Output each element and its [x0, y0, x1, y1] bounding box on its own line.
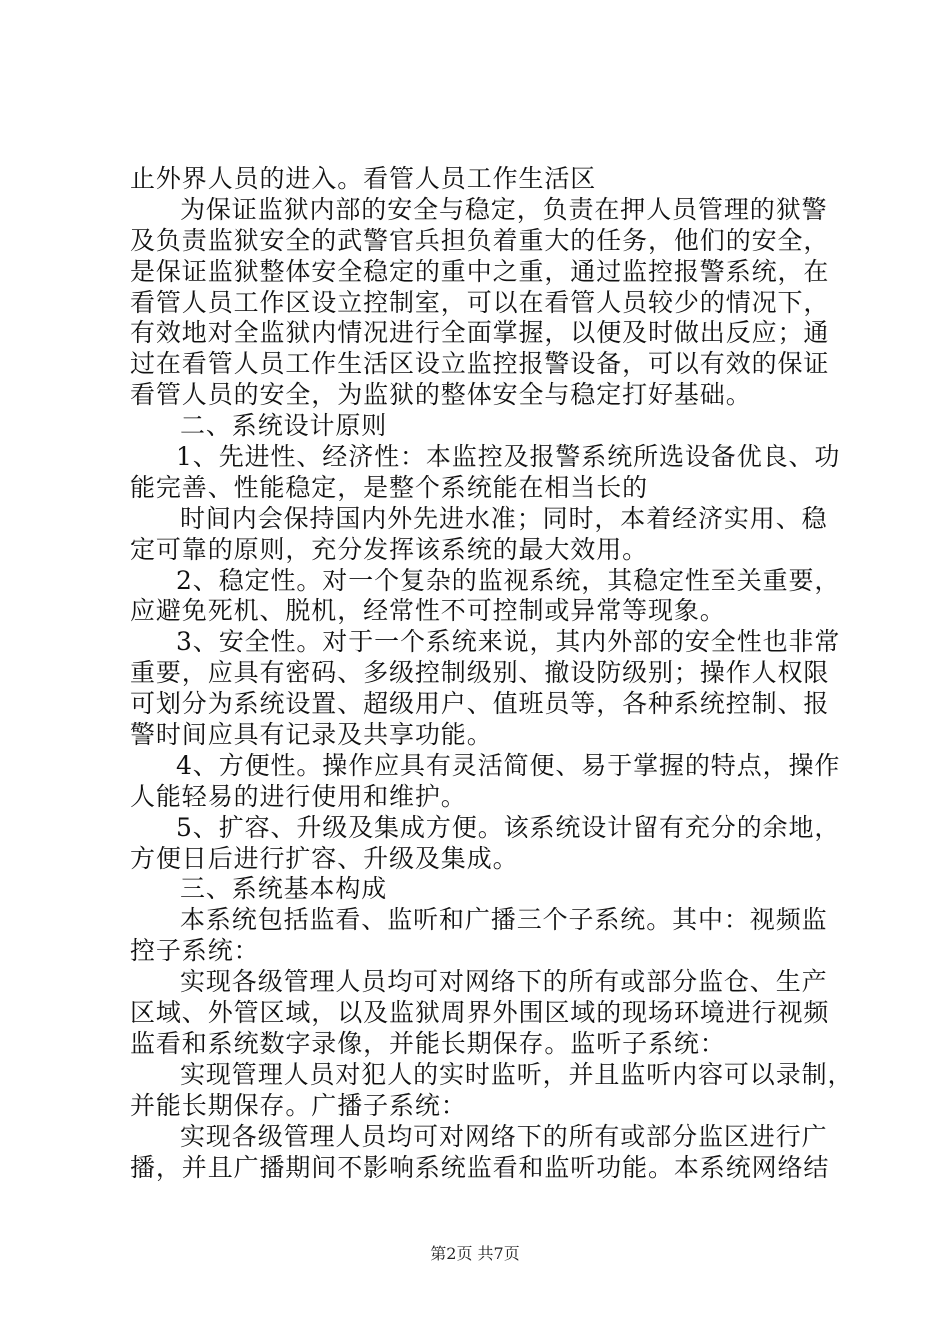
text-line: 监看和系统数字录像，并能长期保存。监听子系统： [130, 1028, 726, 1058]
text-line: 2、稳定性。对一个复杂的监视系统，其稳定性至关重要， [176, 565, 841, 595]
text-line: 有效地对全监狱内情况进行全面掌握，以便及时做出反应；通 [130, 318, 830, 348]
text-line: 时间内会保持国内外先进水准；同时，本着经济实用、稳 [180, 503, 828, 533]
text-line: 看管人员工作区设立控制室，可以在看管人员较少的情况下， [130, 287, 830, 317]
text-line: 方便日后进行扩容、升级及集成。 [130, 843, 519, 873]
page-number: 第2页 共7页 [430, 1244, 520, 1263]
text-line: 控子系统： [130, 936, 260, 966]
section-heading: 二、系统设计原则 [180, 411, 388, 441]
text-line: 能完善、性能稳定，是整个系统能在相当长的 [130, 472, 649, 502]
text-line: 3、安全性。对于一个系统来说，其内外部的安全性也非常 [176, 627, 841, 657]
text-line: 区域、外管区域，以及监狱周界外围区域的现场环境进行视频 [130, 998, 830, 1028]
text-line: 本系统包括监看、监听和广播三个子系统。其中：视频监 [180, 905, 828, 935]
text-line: 及负责监狱安全的武警官兵担负着重大的任务，他们的安全， [130, 225, 830, 255]
section-heading: 三、系统基本构成 [180, 874, 388, 904]
text-line: 警时间应具有记录及共享功能。 [130, 720, 493, 750]
text-line: 过在看管人员工作生活区设立监控报警设备，可以有效的保证 [130, 349, 830, 379]
text-line: 定可靠的原则，充分发挥该系统的最大效用。 [130, 534, 649, 564]
text-line: 5、扩容、升级及集成方便。该系统设计留有充分的余地， [176, 812, 841, 842]
text-line: 重要，应具有密码、多级控制级别、撤设防级别；操作人权限 [130, 658, 830, 688]
text-line: 并能长期保存。广播子系统： [130, 1090, 467, 1120]
text-line: 4、方便性。操作应具有灵活简便、易于掌握的特点，操作 [176, 750, 841, 780]
text-line: 止外界人员的进入。看管人员工作生活区 [130, 164, 597, 193]
text-line: 实现各级管理人员均可对网络下的所有或部分监仓、生产 [180, 967, 828, 997]
text-line: 1、先进性、经济性：本监控及报警系统所选设备优良、功 [176, 442, 841, 472]
text-line: 看管人员的安全，为监狱的整体安全与稳定打好基础。 [130, 380, 752, 410]
text-line: 是保证监狱整体安全稳定的重中之重，通过监控报警系统，在 [130, 256, 830, 286]
text-line: 播，并且广播期间不影响系统监看和监听功能。本系统网络结 [130, 1152, 830, 1182]
document-body [130, 164, 854, 1183]
text-line: 应避免死机、脱机，经常性不可控制或异常等现象。 [130, 596, 726, 626]
text-line: 实现各级管理人员均可对网络下的所有或部分监区进行广 [180, 1121, 828, 1151]
text-line: 实现管理人员对犯人的实时监听，并且监听内容可以录制， [180, 1059, 854, 1089]
text-line: 人能轻易的进行使用和维护。 [130, 781, 467, 811]
text-line: 可划分为系统设置、超级用户、值班员等，各种系统控制、报 [130, 689, 830, 719]
text-line: 为保证监狱内部的安全与稳定，负责在押人员管理的狱警 [180, 194, 828, 224]
